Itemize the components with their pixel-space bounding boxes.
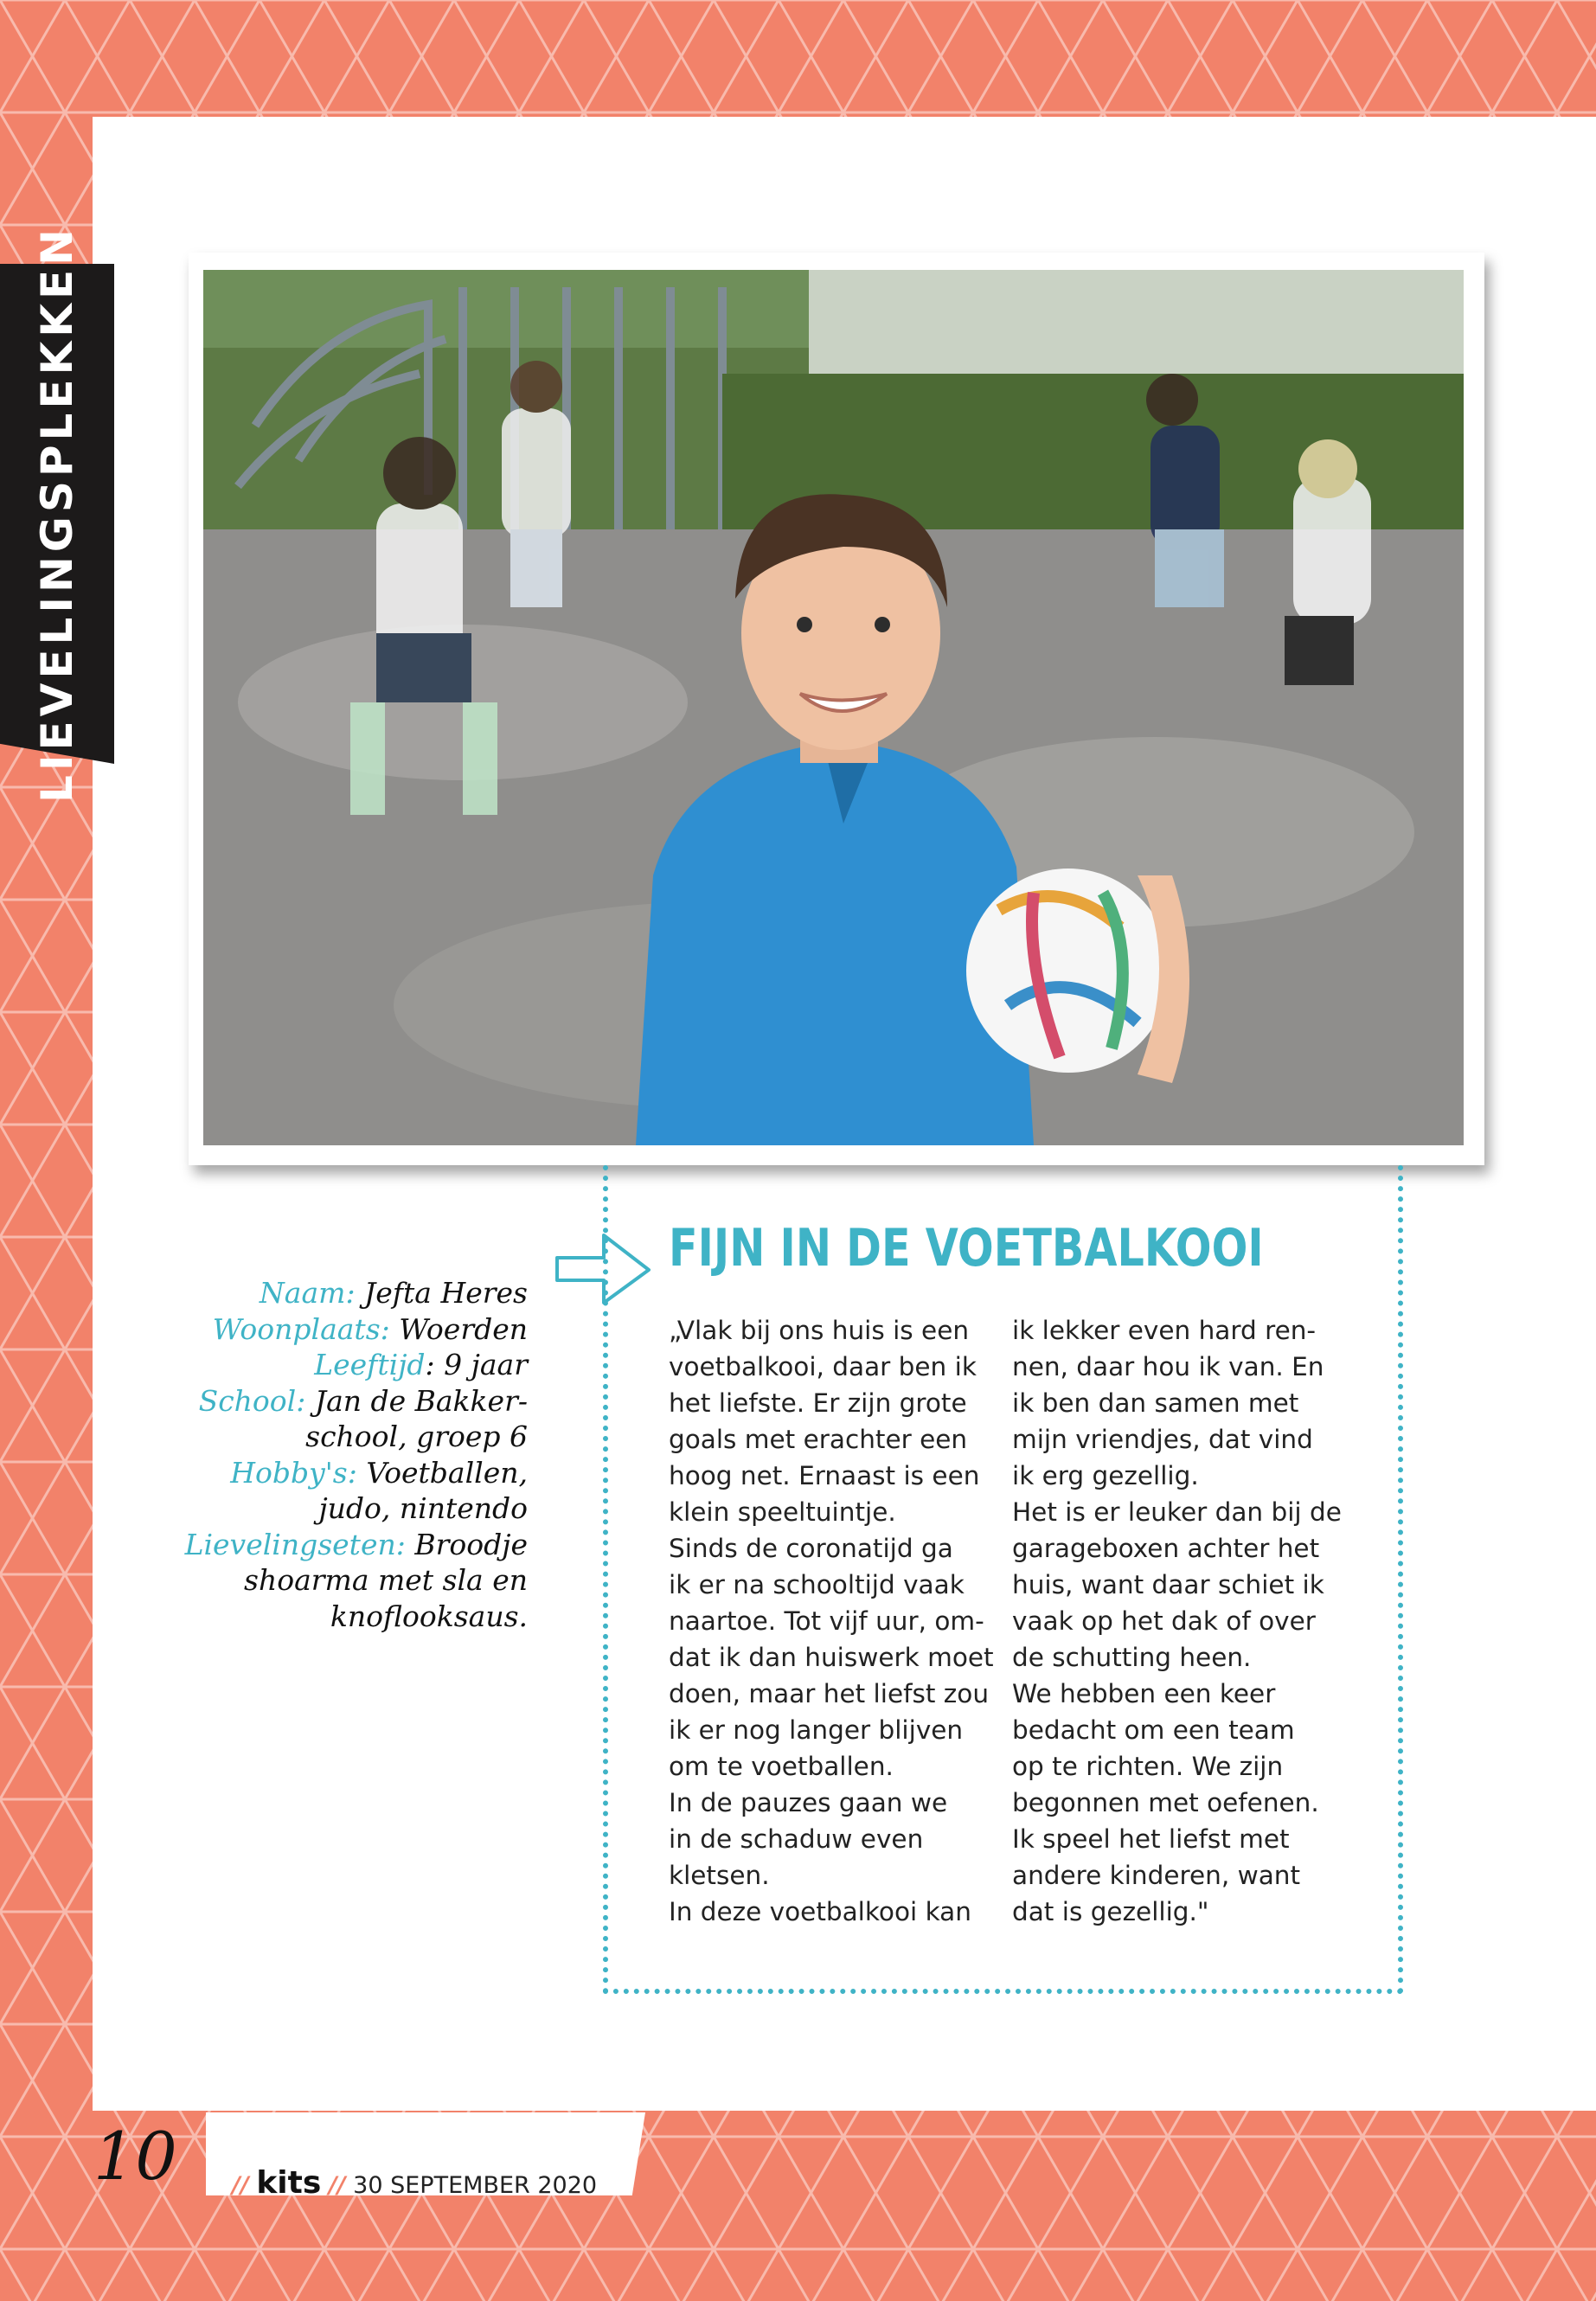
profile-value: Woerden	[389, 1311, 528, 1346]
profile-value: Broodje	[405, 1527, 528, 1561]
profile-value: judo, nintendo	[318, 1491, 528, 1525]
profile-key: Naam:	[259, 1276, 356, 1310]
profile-line	[173, 1347, 528, 1383]
profile-value: : 9 jaar	[425, 1348, 528, 1381]
profile-key: Woonplaats:	[212, 1311, 390, 1346]
footer-brand: kits	[256, 2165, 322, 2201]
article-column-2: ik lekker even hard ren- nen, daar hou ik van. En ik ben dan samen met mijn vriendjes, dat vind ik erg gezellig. Het is er leuker dan bij de garageboxen achter het huis, want daar schiet ik vaak op het dak of over de schutting heen. We hebben een keer bedacht om een team op te richten. We zijn begonnen met oefenen. Ik speel het liefst met andere kinderen, want dat is gezellig."	[1012, 1316, 1342, 1926]
profile-value: Jan de Bakker-	[305, 1383, 528, 1418]
footer-line	[232, 2165, 597, 2201]
profile-value: knoflooksaus.	[330, 1599, 528, 1633]
profile-key: Lievelingseten:	[184, 1527, 406, 1561]
footer-date: 30 SEPTEMBER 2020	[353, 2172, 598, 2199]
footer-slash: //	[328, 2172, 346, 2199]
page-number: 10	[93, 2118, 177, 2195]
profile-line	[173, 1383, 528, 1420]
profile-line	[173, 1490, 528, 1527]
profile-line	[173, 1419, 528, 1455]
profile-line	[173, 1527, 528, 1563]
profile-key: Hobby's:	[230, 1455, 357, 1490]
profile-value: shoarma met sla en	[244, 1563, 528, 1597]
profile-key: School:	[198, 1383, 306, 1418]
photo-boy-with-football	[203, 270, 1464, 1145]
profile-value: Jefta Heres	[355, 1276, 528, 1310]
profile-line	[173, 1311, 528, 1348]
profile-line	[173, 1275, 528, 1311]
article-title: FIJN IN DE VOETBALKOOI	[669, 1218, 1264, 1279]
profile-value: school, groep 6	[305, 1420, 528, 1453]
profile-key: Leeftijd	[314, 1348, 426, 1381]
profile-line	[173, 1562, 528, 1599]
article-column-1: „Vlak bij ons huis is een voetbalkooi, daar ben ik het liefste. Er zijn grote goals met erachter een hoog net. Ernaast is een klein speeltuintje. Sinds de coronatijd ga ik er na schooltijd vaak naartoe. Tot vijf uur, om- dat ik dan huiswerk moet doen, maar het liefst zou ik er nog langer blijven om te voetballen. In de pauzes gaan we in de schaduw even kletsen. In deze voetbalkooi kan	[669, 1316, 994, 1926]
profile-value: Voetballen,	[356, 1455, 528, 1490]
profile-card	[173, 1275, 528, 1634]
section-label: LIEVELINGSPLEKKEN	[32, 225, 82, 803]
profile-line	[173, 1455, 528, 1491]
profile-line	[173, 1599, 528, 1635]
footer-slash: //	[232, 2172, 249, 2199]
